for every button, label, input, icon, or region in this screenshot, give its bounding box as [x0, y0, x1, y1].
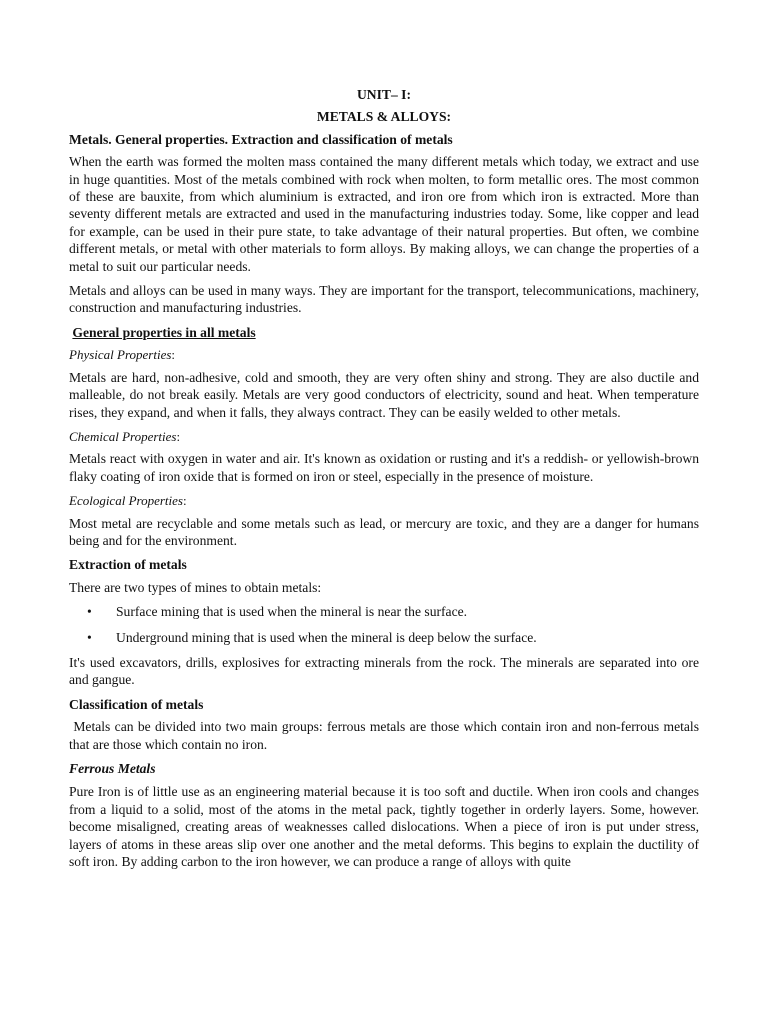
bullet-icon: •: [87, 629, 92, 645]
chemical-properties-text: Metals react with oxygen in water and air. It's known as oxidation or rusting and it's a reddish- or yellowish-brown flaky coating of iron oxide that is formed on iron or steel, especially in the presence of moisture.: [69, 451, 699, 484]
classification-text: [69, 718, 699, 753]
list-item: [69, 603, 699, 620]
classification-heading: Classification of metals: [69, 696, 204, 712]
ferrous-heading: Ferrous Metals: [69, 761, 156, 776]
list-item: [69, 629, 699, 646]
general-properties-heading: [69, 324, 699, 341]
physical-properties-text: Metals are hard, non-adhesive, cold and smooth, they are very often shiny and strong. They are also ductile and malleable, do not break easily. Metals are very good conductors of electricity, sound and heat. When temperature rises, they expand, and when it falls, they always contract. They can be easily welded to other metals.: [69, 369, 699, 420]
classification-text-body: Metals can be divided into two main groups: ferrous metals are those which contain iron and non-ferrous metals that are those which contain no iron.: [69, 719, 699, 752]
ecological-properties-text: Most metal are recyclable and some metals such as lead, or mercury are toxic, and they are a danger for humans being and for the environment.: [69, 515, 699, 548]
list-item-text: Surface mining that is used when the mineral is near the surface.: [116, 604, 468, 620]
physical-label-text: Physical Properties: [69, 347, 172, 363]
extraction-intro: There are two types of mines to obtain metals:: [69, 579, 322, 595]
chapter-title: METALS & ALLOYS:: [316, 109, 452, 125]
chemical-label-text: Chemical Properties: [69, 428, 177, 444]
ecological-label-text: Ecological Properties: [69, 493, 183, 509]
physical-properties-label: [69, 346, 699, 363]
mining-types-list: [69, 603, 699, 646]
extraction-heading: Extraction of metals: [69, 557, 187, 573]
bullet-icon: •: [87, 604, 92, 620]
chemical-colon: :: [176, 428, 181, 444]
physical-colon: :: [171, 347, 176, 363]
list-item-text: Underground mining that is used when the mineral is deep below the surface.: [116, 629, 537, 645]
ferrous-text: Pure Iron is of little use as an engineering material because it is too soft and ductile. When iron cools and changes from a liquid to a solid, most of the atoms in the metal pack, tightly together in orderly layers. Some, however. become misaligned, creating areas of weaknesses called dislocations. When a piece of iron is put under stress, layers of atoms in these areas slip over one another and the metal deforms. This begins to explain the ductility of soft iron. By adding carbon to the iron however, we can produce a range of alloys with quite: [69, 784, 699, 870]
ecological-properties-label: [69, 492, 699, 509]
extraction-text: It's used excavators, drills, explosives for extracting minerals from the rock. The minerals are separated into ore and gangue.: [69, 654, 699, 688]
section-heading: Metals. General properties. Extraction and classification of metals: [69, 131, 453, 147]
ecological-colon: :: [182, 493, 187, 509]
general-properties-title: General properties in all metals: [72, 324, 256, 340]
intro-paragraph-1: When the earth was formed the molten mass contained the many different metals which today, we extract and use in huge quantities. Most of the metals combined with rock when molten, to form metallic ores. The most common of these are bauxite, from which aluminium is extracted, and iron ore from which iron is extracted. More than seventy different metals are extracted and used in the manufacturing industries today. Some, like copper and lead for example, can be used in their pure state, to take advantage of their natural properties. But often, we combine different metals, or metal with other materials to form alloys. By making alloys, we can change the properties of a metal to suit our particular needs.: [69, 154, 699, 274]
unit-heading: UNIT– I:: [356, 87, 411, 102]
chemical-properties-label: [69, 428, 699, 445]
intro-paragraph-2: Metals and alloys can be used in many ways. They are important for the transport, telecommunications, machinery, construction and manufacturing industries.: [69, 283, 699, 316]
